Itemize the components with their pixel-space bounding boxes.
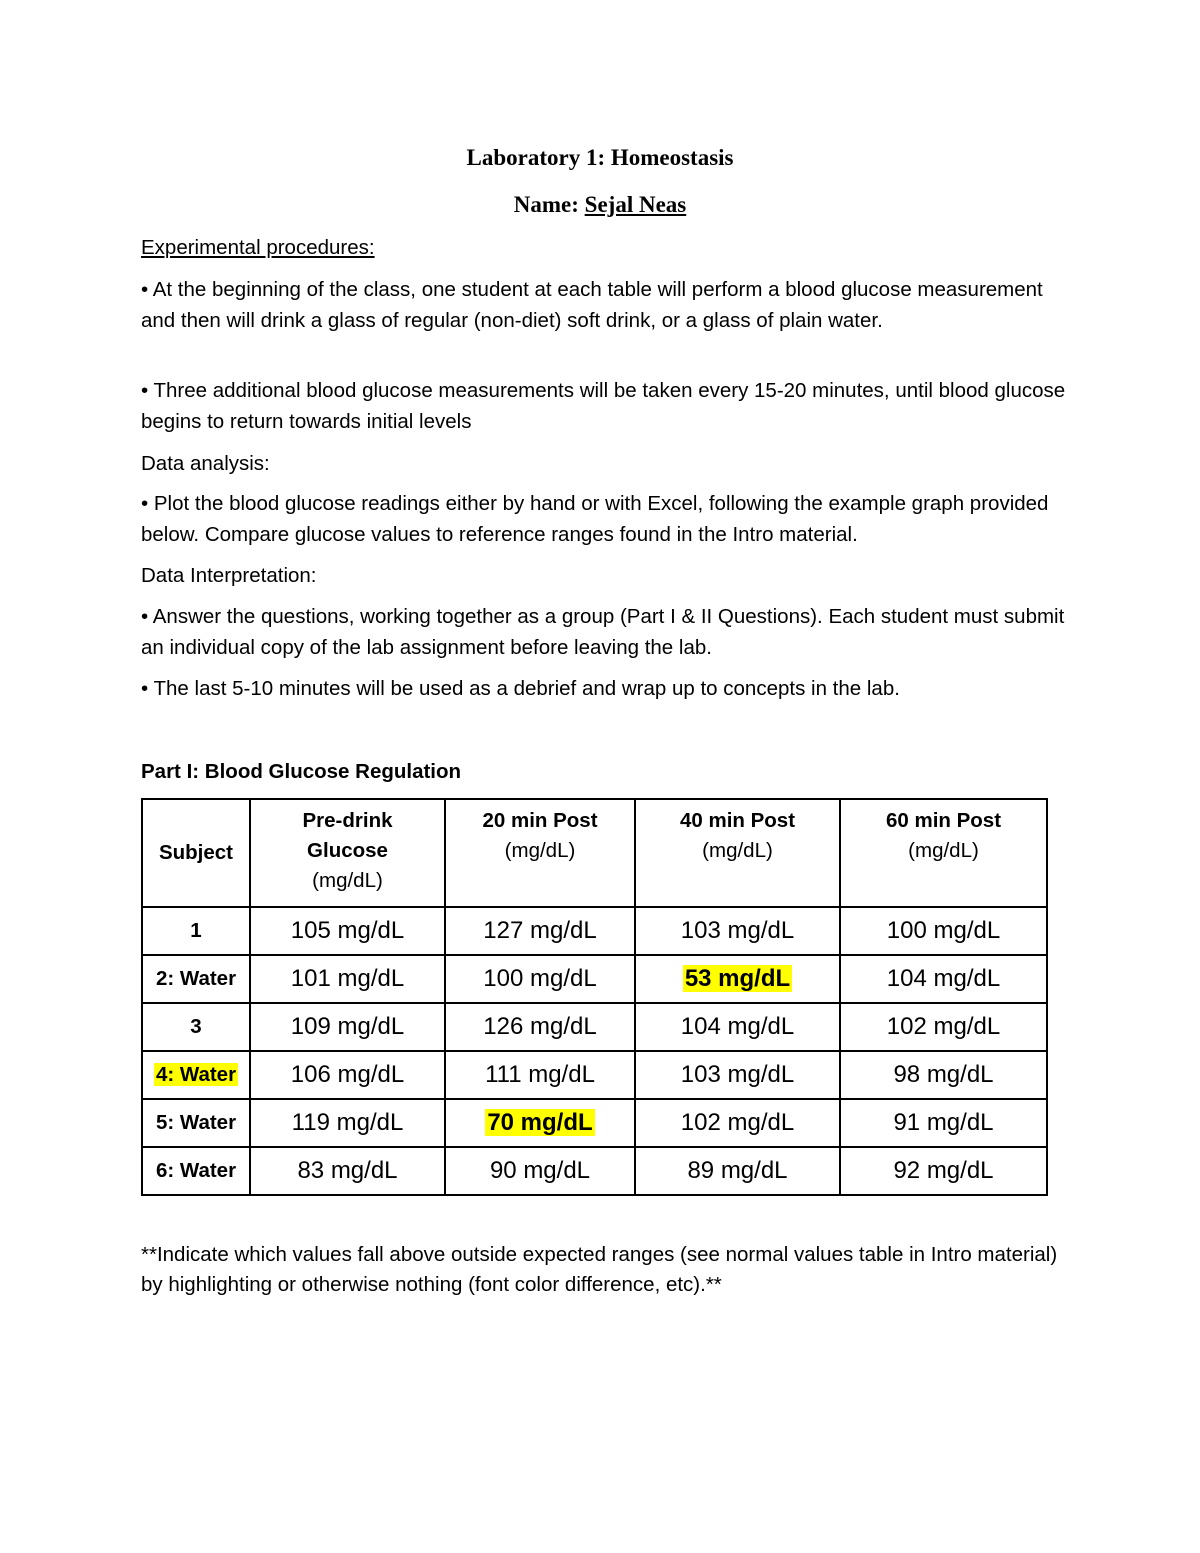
glucose-value-cell bbox=[445, 1003, 635, 1051]
header-label: Subject bbox=[158, 841, 234, 864]
glucose-value: 104 mg/dL bbox=[886, 965, 1001, 992]
table-row bbox=[142, 955, 1047, 1003]
glucose-value-cell bbox=[250, 1003, 445, 1051]
glucose-value-cell bbox=[635, 955, 840, 1003]
glucose-value-cell bbox=[840, 1147, 1047, 1195]
glucose-value: 89 mg/dL bbox=[687, 1157, 788, 1184]
glucose-value-cell bbox=[250, 955, 445, 1003]
student-name: Sejal Neas bbox=[584, 192, 687, 217]
procedure-bullet: • At the beginning of the class, one student at each table will perform a blood glucose measurement and then will drink a glass of regular (non-diet) soft drink, or a glass of plain water. bbox=[141, 278, 1043, 332]
interpretation-bullet: • Answer the questions, working together as a group (Part I & II Questions). Each student must submit an individual copy of the lab assignment before leaving the lab. bbox=[141, 605, 1065, 659]
glucose-value-cell bbox=[445, 907, 635, 955]
header-40-min bbox=[635, 799, 840, 907]
glucose-value-cell bbox=[635, 1051, 840, 1099]
subject-cell bbox=[142, 1147, 250, 1195]
glucose-value: 91 mg/dL bbox=[893, 1109, 994, 1136]
glucose-value-cell bbox=[840, 955, 1047, 1003]
procedures-heading bbox=[141, 232, 1071, 263]
subject-cell bbox=[142, 1051, 250, 1099]
glucose-value: 92 mg/dL bbox=[893, 1157, 994, 1184]
subject-label: 5: Water bbox=[155, 1111, 237, 1134]
glucose-value: 106 mg/dL bbox=[290, 1061, 405, 1088]
subject-cell bbox=[142, 907, 250, 955]
header-unit: (mg/dL) bbox=[908, 839, 979, 862]
subject-cell bbox=[142, 1099, 250, 1147]
subject-label: 1 bbox=[190, 919, 202, 942]
table-header-row bbox=[142, 799, 1047, 907]
header-60-min bbox=[840, 799, 1047, 907]
glucose-value: 101 mg/dL bbox=[290, 965, 405, 992]
footnote: **Indicate which values fall above outside expected ranges (see normal values table in Intro material) by highlighting or otherwise nothing (font color difference, etc).** bbox=[141, 1243, 1058, 1296]
glucose-value-cell bbox=[635, 1147, 840, 1195]
glucose-value: 100 mg/dL bbox=[483, 965, 597, 992]
interpretation-bullet: • The last 5-10 minutes will be used as a debrief and wrap up to concepts in the lab. bbox=[141, 677, 900, 700]
glucose-value: 126 mg/dL bbox=[483, 1013, 597, 1040]
glucose-value: 98 mg/dL bbox=[893, 1061, 994, 1088]
glucose-value-cell bbox=[445, 1051, 635, 1099]
glucose-value: 103 mg/dL bbox=[680, 917, 795, 944]
subject-label: 6: Water bbox=[155, 1159, 237, 1182]
document-title: Laboratory 1: Homeostasis bbox=[466, 145, 734, 170]
header-unit: (mg/dL) bbox=[504, 839, 576, 862]
glucose-value-cell bbox=[840, 1099, 1047, 1147]
glucose-value: 119 mg/dL bbox=[291, 1109, 404, 1136]
header-20-min bbox=[445, 799, 635, 907]
header-label: Pre-drink Glucose bbox=[302, 809, 393, 862]
table-row bbox=[142, 1003, 1047, 1051]
procedure-bullet: • Three additional blood glucose measurements will be taken every 15-20 minutes, until blood glucose begins to return towards initial levels bbox=[141, 379, 1066, 433]
table-row bbox=[142, 1051, 1047, 1099]
glucose-value-cell bbox=[635, 1003, 840, 1051]
header-subject bbox=[142, 799, 250, 907]
glucose-value: 111 mg/dL bbox=[485, 1061, 595, 1088]
table-body bbox=[142, 907, 1047, 1195]
header-label: 60 min Post bbox=[885, 809, 1002, 832]
glucose-value-cell bbox=[445, 1099, 635, 1147]
subject-label: 4: Water bbox=[155, 1063, 237, 1086]
glucose-table bbox=[141, 798, 1048, 1196]
glucose-value-cell bbox=[445, 955, 635, 1003]
glucose-value-cell bbox=[635, 1099, 840, 1147]
glucose-value-cell bbox=[840, 1003, 1047, 1051]
subject-cell bbox=[142, 1003, 250, 1051]
glucose-value-cell bbox=[250, 907, 445, 955]
glucose-value: 127 mg/dL bbox=[483, 917, 597, 944]
glucose-value: 104 mg/dL bbox=[680, 1013, 795, 1040]
glucose-value: 109 mg/dL bbox=[290, 1013, 405, 1040]
subject-cell bbox=[142, 955, 250, 1003]
header-label: 20 min Post bbox=[482, 809, 598, 832]
header-unit: (mg/dL) bbox=[702, 839, 773, 862]
header-pre-drink bbox=[250, 799, 445, 907]
student-name-line bbox=[0, 190, 1200, 220]
glucose-value: 83 mg/dL bbox=[297, 1157, 398, 1184]
glucose-value-cell bbox=[635, 907, 840, 955]
glucose-value: 53 mg/dL bbox=[684, 965, 791, 992]
glucose-value: 102 mg/dL bbox=[886, 1013, 1001, 1040]
procedures-heading-text: Experimental procedures: bbox=[141, 236, 375, 259]
glucose-value: 102 mg/dL bbox=[680, 1109, 795, 1136]
table-row bbox=[142, 1099, 1047, 1147]
subject-label: 2: Water bbox=[155, 967, 237, 990]
glucose-value-cell bbox=[250, 1099, 445, 1147]
glucose-value: 90 mg/dL bbox=[489, 1157, 591, 1184]
analysis-bullet: • Plot the blood glucose readings either by hand or with Excel, following the example graph provided below. Compare glucose values to reference ranges found in the Intro material. bbox=[141, 492, 1049, 546]
glucose-value-cell bbox=[840, 1051, 1047, 1099]
table-row bbox=[142, 1147, 1047, 1195]
glucose-value: 103 mg/dL bbox=[680, 1061, 795, 1088]
glucose-value: 105 mg/dL bbox=[290, 917, 405, 944]
glucose-value-cell bbox=[445, 1147, 635, 1195]
header-label: 40 min Post bbox=[679, 809, 796, 832]
name-label: Name: bbox=[513, 192, 579, 217]
glucose-value-cell bbox=[250, 1051, 445, 1099]
glucose-value-cell bbox=[840, 907, 1047, 955]
part-heading: Part I: Blood Glucose Regulation bbox=[141, 760, 462, 783]
glucose-value: 100 mg/dL bbox=[886, 917, 1001, 944]
table-row bbox=[142, 907, 1047, 955]
glucose-value-cell bbox=[250, 1147, 445, 1195]
header-unit: (mg/dL) bbox=[312, 869, 383, 892]
glucose-value: 70 mg/dL bbox=[487, 1109, 593, 1136]
subject-label: 3 bbox=[190, 1015, 202, 1038]
interpretation-heading: Data Interpretation: bbox=[141, 564, 317, 587]
analysis-heading: Data analysis: bbox=[141, 452, 270, 475]
